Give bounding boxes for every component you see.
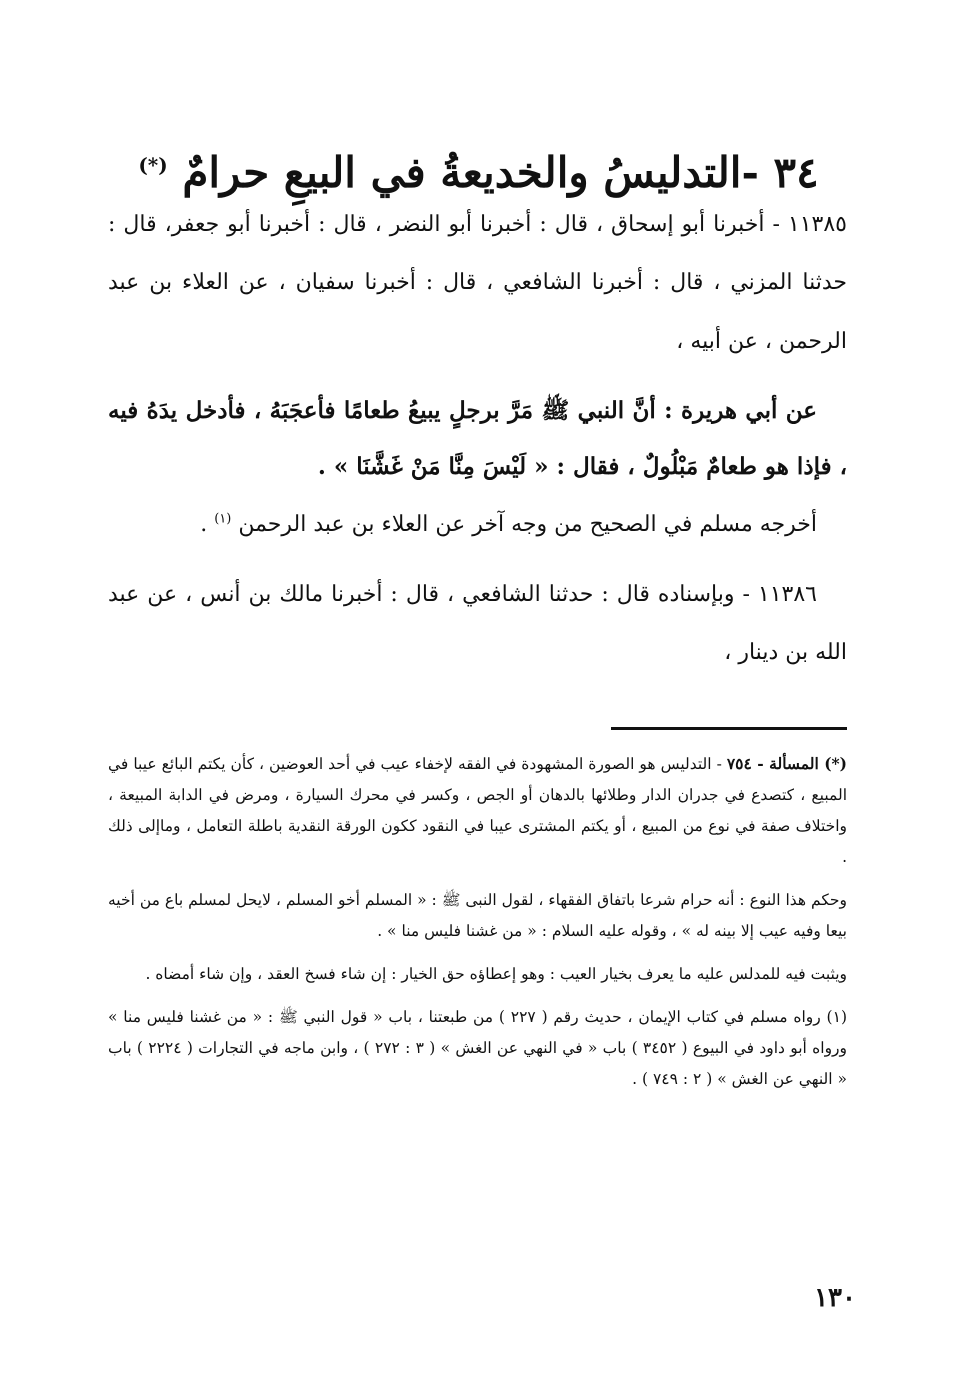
hadith-11386-isnad: ١١٣٨٦ - وبإسناده قال : حدثنا الشافعي ، قال : أخبرنا مالك بن أنس ، عن عبد الله بن دينار ، [108, 581, 847, 666]
footnote-ruling: وحكم هذا النوع : أنه حرام شرعا باتفاق الفقهاء ، لقول النبى ﷺ : « المسلم أخو المسلم ، لايحل لمسلم باع من أخيه بيعا وفيه عيب إلا بينه له » ، وقوله عليه السلام : « من غشنا فليس منا » . [108, 891, 847, 940]
footnote-separator [611, 727, 847, 730]
chapter-title-text: ٣٤ -التدليسُ والخديعةُ في البيعِ حرامٌ [182, 148, 819, 198]
chapter-title [100, 146, 857, 201]
takhrij-end: . [200, 511, 215, 537]
takhrij-line [108, 496, 847, 554]
main-text [108, 196, 847, 682]
takhrij-text: أخرجه مسلم في الصحيح من وجه آخر عن العلاء بن عبد الرحمن [238, 511, 817, 537]
footnote-option: ويثبت فيه للمدلس عليه ما يعرف بخيار العيب : وهو إعطاؤه حق الخيار : إن شاء فسخ العقد ، وإن شاء أمضاه . [145, 965, 847, 983]
page-number: ١٣٠ [814, 1283, 856, 1313]
footnotes [108, 748, 847, 1107]
footnote-star-text: - التدليس هو الصورة المشهودة في الفقه لإخفاء عيب في أحد العوضين ، كأن يكتم البائع عيبا في المبيع ، كتصدع في جدران الدار وطلائها بالدهان أو الجص ، وكسر في محرك السيارة ، ومرض في الدابة المبيعة ، واختلاف صفة في نوع من المبيع ، أو يكتم المشترى عيبا في النقود ككون الورقة النقدية باطلة التعامل ، وماإلى ذلك . [108, 755, 847, 866]
footnote-1: (١) رواه مسلم في كتاب الإيمان ، حديث رقم ( ٢٢٧ ) من طبعتنا ، باب « قول النبي ﷺ : « من غشنا فليس منا » ورواه أبو داود في البيوع ( ٣٤٥٢ ) باب « في النهي عن الغش » ( ٣ : ٢٧٢ ) ، وابن ماجه في التجارات ( ٢٢٢٤ ) باب « النهي عن الغش » ( ٢ : ٧٤٩ ) . [108, 1008, 848, 1088]
footnote-star [108, 748, 847, 873]
hadith-11385-matn: عن أبي هريرة : أنَّ النبي ﷺ مَرَّ برجلٍ يبيعُ طعامًا فأعجَبَهُ ، فأدخل يدَهُ فيه ، فإذا هو طعامٌ مَبْلُولٌ ، فقال : « لَيْسَ مِنَّا مَنْ غَشَّنَا » . [108, 396, 847, 481]
footnote-star-lead: (*) المسألة - ٧٥٤ [726, 754, 847, 773]
chapter-note-marker: (*) [138, 153, 168, 178]
footnote-ref-1: (١) [214, 511, 232, 527]
hadith-11385-isnad: ١١٣٨٥ - أخبرنا أبو إسحاق ، قال : أخبرنا أبو النضر ، قال : أخبرنا أبو جعفر، قال : حدثنا المزني ، قال : أخبرنا الشافعي ، قال : أخبرنا سفيان ، عن العلاء بن عبد الرحمن ، عن أبيه ، [108, 212, 847, 354]
